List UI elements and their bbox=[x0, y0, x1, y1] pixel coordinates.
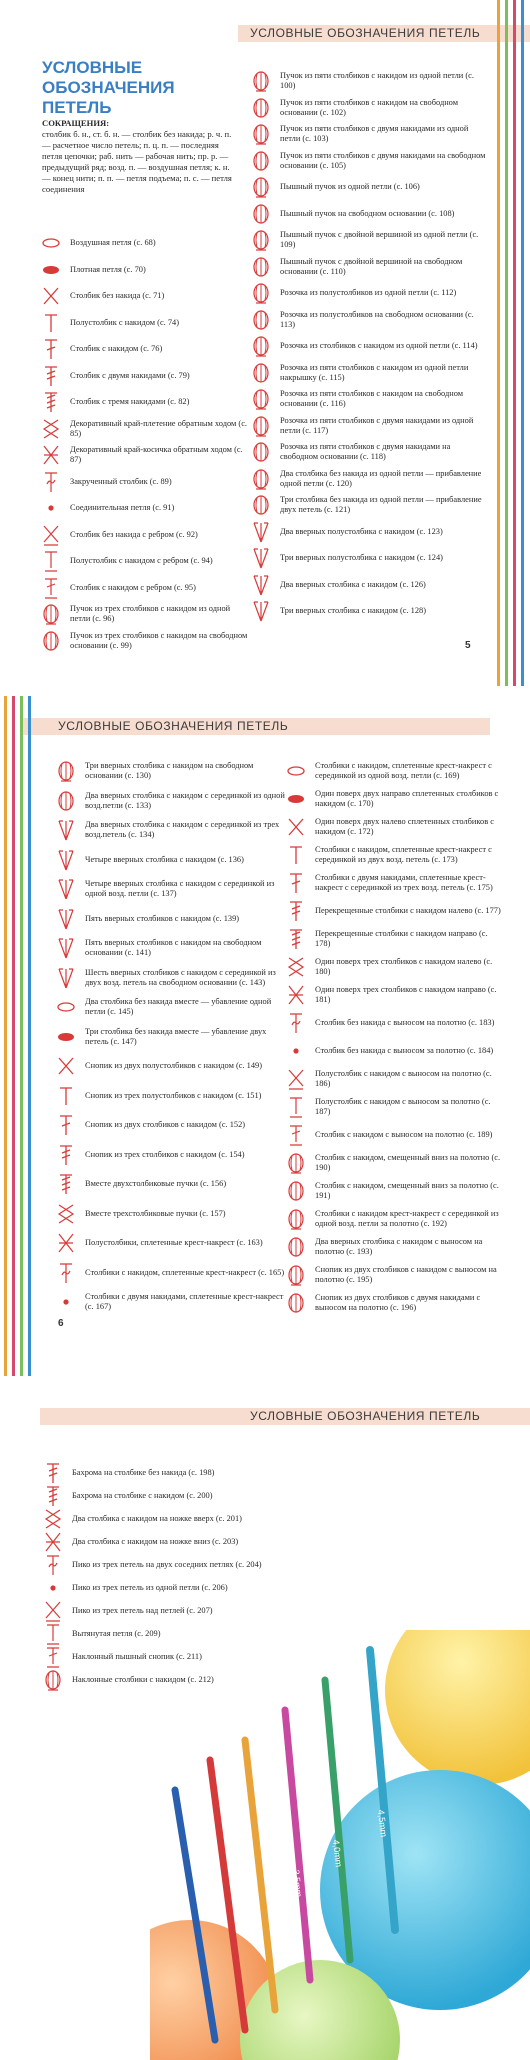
stitch-label: Три вверных столбика с накидом на свободном основании (с. 130) bbox=[85, 761, 254, 780]
legend-row bbox=[55, 758, 288, 784]
stitch-symbol-icon bbox=[250, 466, 272, 492]
stitch-symbol-icon bbox=[55, 758, 77, 784]
legend-row bbox=[55, 965, 288, 991]
stitch-symbol-icon bbox=[285, 1150, 307, 1176]
legend-row bbox=[55, 1289, 288, 1315]
stitch-label: Полустолбик с накидом с выносом на полотно (с. 186) bbox=[315, 1069, 492, 1088]
stitch-label: Полустолбик с накидом с выносом за полотно (с. 187) bbox=[315, 1097, 491, 1116]
stitch-label: Два столбика без накида вместе — убавление одной петли (с. 145) bbox=[85, 997, 272, 1016]
stitch-label: Столбик с тремя накидами (с. 82) bbox=[70, 397, 190, 406]
stitch-label: Три столбика без накида из одной петли — прибавление двух петель (с. 121) bbox=[280, 495, 482, 514]
stitch-symbol-icon bbox=[250, 68, 272, 94]
stitch-symbol-icon bbox=[250, 121, 272, 147]
stitch-label: Пучок из пяти столбиков с накидом на свободном основании (с. 102) bbox=[280, 97, 459, 117]
stitch-symbol-icon bbox=[40, 442, 62, 468]
legend-row bbox=[285, 1066, 503, 1092]
stitch-symbol-icon bbox=[250, 254, 272, 280]
page-5 bbox=[0, 0, 530, 690]
stitch-label: Три столбика без накида вместе — убавление двух петель (с. 147) bbox=[85, 1026, 267, 1046]
stitch-label: Вместе двухстолбиковые пучки (с. 156) bbox=[85, 1179, 227, 1188]
legend-row bbox=[250, 254, 488, 280]
page-number: 6 bbox=[58, 1318, 64, 1329]
legend-row bbox=[250, 598, 488, 624]
stitch-label: Розочка из полустолбиков на свободном основании (с. 113) bbox=[280, 309, 474, 329]
stitch-symbol-icon bbox=[55, 1201, 77, 1227]
stitch-symbol-icon bbox=[250, 386, 272, 412]
stitch-label: Столбик с накидом (с. 76) bbox=[70, 344, 163, 353]
stitch-label: Столбик с накидом с ребром (с. 95) bbox=[70, 582, 196, 592]
stitch-label: Розочка из полустолбиков из одной петли (с. 112) bbox=[280, 288, 457, 297]
stitch-symbol-icon bbox=[40, 628, 62, 654]
stitch-symbol-icon bbox=[40, 495, 62, 521]
stitch-symbol-icon bbox=[40, 336, 62, 362]
stitch-label: Четыре вверных столбика с накидом (с. 136) bbox=[85, 854, 244, 864]
stitch-label: Столбики с накидом, сплетенные крест-накрест с серединкой из двух возд. петель (с. 173) bbox=[315, 845, 492, 864]
legend-row bbox=[250, 201, 488, 227]
stitch-label: Наклонные столбики с накидом (с. 212) bbox=[72, 1675, 214, 1684]
stitch-symbol-icon bbox=[250, 598, 272, 624]
stitch-symbol-icon bbox=[250, 572, 272, 598]
stitch-symbol-icon bbox=[250, 333, 272, 359]
stitch-symbol-icon bbox=[55, 1260, 77, 1286]
legend-row bbox=[250, 466, 488, 492]
hook-label: 4,0mm bbox=[331, 1839, 344, 1868]
stitch-label: Три вверных полустолбика с накидом (с. 124) bbox=[280, 553, 443, 562]
legend-row bbox=[55, 1053, 288, 1079]
stitch-label: Вытянутая петля (с. 209) bbox=[72, 1629, 161, 1638]
stitch-symbol-icon bbox=[40, 522, 62, 548]
legend-row bbox=[55, 788, 288, 814]
legend-row bbox=[250, 519, 488, 545]
stitch-label: Два вверных столбика с накидом с выносом на полотно (с. 193) bbox=[315, 1237, 483, 1256]
stitch-symbol-icon bbox=[285, 842, 307, 868]
legend-row bbox=[55, 876, 288, 902]
stitch-label: Пышный пучок из одной петли (с. 106) bbox=[280, 182, 420, 191]
stitch-symbol-icon bbox=[285, 814, 307, 840]
legend-row bbox=[40, 575, 248, 601]
stitch-symbol-icon bbox=[285, 1066, 307, 1092]
legend-row bbox=[250, 121, 488, 147]
stitch-symbol-icon bbox=[55, 847, 77, 873]
legend-row bbox=[40, 257, 248, 283]
legend-row bbox=[55, 1142, 288, 1168]
legend-row bbox=[55, 935, 288, 961]
legend-row bbox=[285, 982, 503, 1008]
legend-row bbox=[285, 786, 503, 812]
legend-row bbox=[250, 386, 488, 412]
legend-row bbox=[55, 817, 288, 843]
legend-row bbox=[285, 1206, 503, 1232]
legend-row bbox=[285, 954, 503, 980]
legend-row bbox=[285, 1290, 503, 1316]
stitch-symbol-icon bbox=[40, 230, 62, 256]
stitch-label: Столбики с накидом, сплетенные крест-накрест с серединкой из одной возд. петли (с. 169) bbox=[315, 761, 492, 780]
stitch-label: Столбики с двумя накидами, сплетенные крест-накрест с серединкой из трех возд. петель (с. 175) bbox=[315, 873, 493, 892]
page-banner bbox=[40, 1408, 530, 1425]
stitch-symbol-icon bbox=[285, 870, 307, 896]
stitch-symbol-icon bbox=[40, 283, 62, 309]
stitch-label: Полустолбик с накидом (с. 74) bbox=[70, 317, 180, 327]
page-banner bbox=[238, 25, 530, 42]
legend-row bbox=[250, 572, 488, 598]
stitch-symbol-icon bbox=[250, 201, 272, 227]
legend-row bbox=[285, 1010, 503, 1036]
legend-row bbox=[250, 148, 488, 174]
stitch-symbol-icon bbox=[55, 1142, 77, 1168]
stitch-symbol-icon bbox=[40, 469, 62, 495]
legend-row bbox=[40, 548, 248, 574]
stitch-label: Столбики с накидом, сплетенные крест-накрест (с. 165) bbox=[85, 1267, 285, 1277]
legend-row bbox=[250, 227, 488, 253]
stitch-symbol-icon bbox=[250, 227, 272, 253]
page-7 bbox=[0, 1380, 530, 2060]
legend-row bbox=[55, 1112, 288, 1138]
stitch-symbol-icon bbox=[40, 310, 62, 336]
stitch-symbol-icon bbox=[55, 817, 77, 843]
page-banner bbox=[20, 718, 490, 735]
stitch-symbol-icon bbox=[285, 758, 307, 784]
stitch-label: Столбик без накида с ребром (с. 92) bbox=[70, 529, 198, 539]
stitch-label: Два вверных полустолбика с накидом (с. 123) bbox=[280, 526, 443, 536]
legend-row bbox=[285, 814, 503, 840]
stitch-symbol-icon bbox=[285, 898, 307, 924]
stitch-label: Соединительная петля (с. 91) bbox=[70, 503, 175, 512]
stitch-label: Воздушная петля (с. 68) bbox=[70, 238, 156, 247]
stitch-label: Розочка из пяти столбиков с двумя накидами на свободном основании (с. 118) bbox=[280, 442, 451, 461]
stitch-label: Два вверных столбика с накидом с серединкой из трех возд.петель (с. 134) bbox=[85, 820, 280, 839]
page-number: 5 bbox=[465, 640, 471, 651]
stitch-symbol-icon bbox=[285, 1038, 307, 1064]
stitch-symbol-icon bbox=[40, 548, 62, 574]
stitch-label: Пучок из трех столбиков с накидом из одной петли (с. 96) bbox=[70, 604, 231, 623]
stitch-label: Два столбика с накидом на ножке вверх (с. 201) bbox=[72, 1514, 242, 1523]
hook-label: 3,5mm bbox=[291, 1869, 304, 1898]
stitch-label: Снопик из трех полустолбиков с накидом (с. 151) bbox=[85, 1090, 262, 1100]
stitch-label: Три вверных столбика с накидом (с. 128) bbox=[280, 606, 427, 615]
stitch-label: Бахрома на столбике с накидом (с. 200) bbox=[72, 1491, 213, 1500]
stitch-symbol-icon bbox=[250, 148, 272, 174]
legend-row bbox=[40, 310, 248, 336]
stitch-label: Снопик из двух столбиков с накидом (с. 152) bbox=[85, 1120, 246, 1129]
legend-row bbox=[40, 601, 248, 627]
stitch-label: Два вверных столбика с накидом (с. 126) bbox=[280, 579, 426, 589]
legend-row bbox=[285, 870, 503, 896]
legend-row bbox=[250, 307, 488, 333]
stitch-label: Шесть вверных столбиков с накидом с серединкой из двух возд. петель на свободном основании (с. 143) bbox=[85, 967, 276, 987]
stitch-symbol-icon bbox=[55, 1171, 77, 1197]
stitch-symbol-icon bbox=[42, 1667, 64, 1693]
legend-row bbox=[40, 389, 248, 415]
stitch-symbol-icon bbox=[285, 926, 307, 952]
stitch-label: Столбик с двумя накидами (с. 79) bbox=[70, 370, 190, 380]
stitch-label: Пять вверных столбиков с накидом (с. 139) bbox=[85, 913, 240, 923]
stitch-label: Снопик из трех столбиков с накидом (с. 154) bbox=[85, 1149, 245, 1159]
banner-title: УСЛОВНЫЕ ОБОЗНАЧЕНИЯ ПЕТЕЛЬ bbox=[58, 719, 289, 733]
legend-row bbox=[250, 439, 488, 465]
legend-row bbox=[285, 1150, 503, 1176]
stitch-symbol-icon bbox=[285, 1010, 307, 1036]
legend-row bbox=[40, 495, 248, 521]
stitch-label: Пышный пучок с двойной вершиной из одной петли (с. 109) bbox=[280, 230, 479, 249]
stitch-label: Два столбика с накидом на ножке вниз (с. 203) bbox=[72, 1537, 239, 1546]
stitch-label: Полустолбик с накидом с ребром (с. 94) bbox=[70, 556, 213, 565]
legend-row bbox=[55, 1024, 288, 1050]
legend-row bbox=[285, 1122, 503, 1148]
legend-row bbox=[250, 280, 488, 306]
page-separator bbox=[0, 686, 530, 696]
stitch-label: Пять вверных столбиков с накидом на свободном основании (с. 141) bbox=[85, 938, 262, 957]
stitch-label: Один поверх двух направо сплетенных столбиков с накидом (с. 170) bbox=[315, 789, 499, 808]
legend-row bbox=[250, 492, 488, 518]
stitch-label: Пышный пучок с двойной вершиной на свободном основании (с. 110) bbox=[280, 256, 463, 276]
stitch-symbol-icon bbox=[55, 1024, 77, 1050]
legend-row bbox=[55, 1083, 288, 1109]
stitch-label: Столбик без накида с выносом на полотно (с. 183) bbox=[315, 1018, 495, 1027]
stitch-label: Два столбика без накида из одной петли — прибавление одной петли (с. 120) bbox=[280, 468, 482, 488]
legend-row bbox=[285, 926, 503, 952]
abbreviations-heading: СОКРАЩЕНИЯ: bbox=[42, 118, 110, 128]
stitch-label: Снопик из двух полустолбиков с накидом (с. 149) bbox=[85, 1061, 263, 1070]
stitch-symbol-icon bbox=[285, 1178, 307, 1204]
legend-row bbox=[40, 522, 248, 548]
stitch-symbol-icon bbox=[250, 439, 272, 465]
stitch-symbol-icon bbox=[285, 1206, 307, 1232]
stitch-label: Перекрещенные столбики с накидом направо (с. 178) bbox=[315, 929, 488, 948]
abbreviations-text: столбик б. н., ст. б. н. — столбик без накида; р. ч. п. — расчетное число петель; п. ц. п. — последняя петля цепочки; раб. нить — рабочая нить; пр. р. — предыдущий ряд; возд. п. — воздушная петля; к. н. — конец нити; п. п. — петля подъема; п. с. — петля соединения bbox=[42, 129, 232, 194]
banner-title: УСЛОВНЫЕ ОБОЗНАЧЕНИЯ ПЕТЕЛЬ bbox=[250, 26, 481, 40]
legend-row bbox=[40, 469, 248, 495]
page-6 bbox=[0, 690, 530, 1380]
stitch-label: Столбик без накида (с. 71) bbox=[70, 291, 165, 300]
legend-row bbox=[250, 360, 488, 386]
legend-row bbox=[55, 1201, 288, 1227]
stitch-symbol-icon bbox=[55, 965, 77, 991]
stitch-symbol-icon bbox=[285, 1262, 307, 1288]
hook-label: 4,5mm bbox=[376, 1809, 389, 1838]
stitch-label: Столбик с накидом, смещенный вниз на полотно (с. 190) bbox=[315, 1153, 501, 1172]
legend-row bbox=[40, 283, 248, 309]
stitch-symbol-icon bbox=[40, 601, 62, 627]
stitch-label: Пучок из трех столбиков с накидом на свободном основании (с. 99) bbox=[70, 630, 248, 650]
legend-row bbox=[285, 1038, 503, 1064]
yarn-and-hooks-photo bbox=[150, 1630, 530, 2060]
legend-row bbox=[285, 842, 503, 868]
stitch-label: Закрученный столбик (с. 89) bbox=[70, 476, 172, 486]
stitch-label: Пучок из пяти столбиков с двумя накидами из одной петли (с. 103) bbox=[280, 124, 469, 143]
stitch-label: Пико из трех петель над петлей (с. 207) bbox=[72, 1606, 213, 1615]
legend-row bbox=[40, 230, 248, 256]
legend-row bbox=[285, 1178, 503, 1204]
legend-row bbox=[250, 333, 488, 359]
legend-row bbox=[55, 906, 288, 932]
stitch-symbol-icon bbox=[40, 257, 62, 283]
legend-row bbox=[250, 545, 488, 571]
page-separator bbox=[0, 1376, 530, 1386]
stitch-label: Один поверх трех столбиков с накидом направо (с. 181) bbox=[315, 985, 497, 1004]
stitch-symbol-icon bbox=[250, 492, 272, 518]
stitch-label: Снопик из двух столбиков с двумя накидами с выносом на полотно (с. 196) bbox=[315, 1293, 481, 1312]
stitch-symbol-icon bbox=[55, 788, 77, 814]
stitch-label: Наклонный пышный снопик (с. 211) bbox=[72, 1652, 202, 1661]
stitch-symbol-icon bbox=[285, 786, 307, 812]
legend-row bbox=[55, 1260, 288, 1286]
stitch-label: Снопик из двух столбиков с накидом с выносом на полотно (с. 195) bbox=[315, 1265, 497, 1284]
stitch-symbol-icon bbox=[285, 1122, 307, 1148]
legend-row bbox=[55, 1230, 288, 1256]
stitch-label: Бахрома на столбике без накида (с. 198) bbox=[72, 1468, 215, 1477]
stitch-symbol-icon bbox=[40, 363, 62, 389]
legend-row bbox=[250, 174, 488, 200]
stitch-symbol-icon bbox=[55, 935, 77, 961]
stitch-label: Столбик без накида с выносом за полотно (с. 184) bbox=[315, 1046, 494, 1055]
stitch-label: Один поверх двух налево сплетенных столбиков с накидом (с. 172) bbox=[315, 817, 494, 836]
stitch-label: Розочка из пяти столбиков с двумя накидами из одной петли (с. 117) bbox=[280, 415, 474, 435]
stitch-label: Декоративный край-плетение обратным ходом (с. 85) bbox=[70, 418, 248, 438]
stitch-symbol-icon bbox=[250, 413, 272, 439]
stitch-label: Столбики с накидом крест-накрест с серединкой из одной возд. петли за полотно (с. 192) bbox=[315, 1209, 499, 1228]
stitch-symbol-icon bbox=[250, 174, 272, 200]
stitch-symbol-icon bbox=[250, 360, 272, 386]
stitch-symbol-icon bbox=[55, 1289, 77, 1315]
stitch-label: Столбики с двумя накидами, сплетенные крест-накрест (с. 167) bbox=[85, 1292, 284, 1311]
stitch-label: Полустолбики, сплетенные крест-накрест (с. 163) bbox=[85, 1238, 263, 1247]
legend-row bbox=[285, 1262, 503, 1288]
legend-row bbox=[40, 363, 248, 389]
legend-row bbox=[285, 898, 503, 924]
banner-title: УСЛОВНЫЕ ОБОЗНАЧЕНИЯ ПЕТЕЛЬ bbox=[250, 1409, 481, 1423]
stitch-label: Один поверх трех столбиков с накидом налево (с. 180) bbox=[315, 957, 493, 976]
stitch-label: Перекрещенные столбики с накидом налево (с. 177) bbox=[315, 906, 501, 915]
stitch-symbol-icon bbox=[250, 307, 272, 333]
stitch-symbol-icon bbox=[285, 1094, 307, 1120]
stitch-label: Два вверных столбика с накидом с серединкой из одной возд.петли (с. 133) bbox=[85, 790, 285, 810]
stitch-label: Пико из трех петель из одной петли (с. 206) bbox=[72, 1583, 228, 1592]
legend-row bbox=[55, 994, 288, 1020]
stitch-label: Вместе трехстолбиковые пучки (с. 157) bbox=[85, 1208, 226, 1218]
legend-row bbox=[40, 416, 248, 442]
stitch-label: Розочка из пяти столбиков с накидом на свободном основании (с. 116) bbox=[280, 389, 464, 408]
stitch-symbol-icon bbox=[55, 1053, 77, 1079]
stitch-symbol-icon bbox=[285, 1234, 307, 1260]
stitch-symbol-icon bbox=[250, 280, 272, 306]
legend-row bbox=[250, 68, 488, 94]
stitch-label: Пучок из пяти столбиков с двумя накидами на свободном основании (с. 105) bbox=[280, 150, 486, 170]
stitch-symbol-icon bbox=[55, 906, 77, 932]
stitch-symbol-icon bbox=[285, 954, 307, 980]
stitch-symbol-icon bbox=[40, 416, 62, 442]
stitch-label: Плотная петля (с. 70) bbox=[70, 264, 146, 274]
stitch-symbol-icon bbox=[55, 1083, 77, 1109]
legend-row bbox=[55, 847, 288, 873]
stitch-label: Розочка из столбиков с накидом из одной петли (с. 114) bbox=[280, 341, 478, 350]
legend-row bbox=[250, 413, 488, 439]
legend-row bbox=[285, 1094, 503, 1120]
stitch-symbol-icon bbox=[55, 1112, 77, 1138]
stitch-symbol-icon bbox=[40, 575, 62, 601]
abbreviations bbox=[42, 118, 240, 195]
legend-row bbox=[285, 1234, 503, 1260]
legend-row bbox=[40, 336, 248, 362]
stitch-symbol-icon bbox=[285, 1290, 307, 1316]
stitch-label: Столбик с накидом с выносом на полотно (с. 189) bbox=[315, 1130, 493, 1139]
stitch-label: Четыре вверных столбика с накидом с серединкой из одной возд. петли (с. 137) bbox=[85, 879, 275, 898]
stitch-label: Розочка из пяти столбиков с накидом из одной петли накрышку (с. 115) bbox=[280, 362, 469, 382]
stitch-label: Пышный пучок на свободном основании (с. 108) bbox=[280, 208, 455, 218]
stitch-symbol-icon bbox=[285, 982, 307, 1008]
stitch-symbol-icon bbox=[55, 994, 77, 1020]
stitch-symbol-icon bbox=[250, 95, 272, 121]
stitch-label: Декоративный край-косичка обратным ходом (с. 87) bbox=[70, 445, 243, 464]
legend-row bbox=[250, 95, 488, 121]
legend-row bbox=[40, 628, 248, 654]
legend-row bbox=[55, 1171, 288, 1197]
stitch-symbol-icon bbox=[250, 545, 272, 571]
stitch-label: Пико из трех петель на двух соседних петлях (с. 204) bbox=[72, 1560, 262, 1569]
stitch-label: Столбик с накидом, смещенный вниз за полотно (с. 191) bbox=[315, 1181, 499, 1200]
stitch-symbol-icon bbox=[55, 876, 77, 902]
legend-row bbox=[40, 442, 248, 468]
stitch-symbol-icon bbox=[250, 519, 272, 545]
stitch-symbol-icon bbox=[40, 389, 62, 415]
stitch-label: Пучок из пяти столбиков с накидом из одной петли (с. 100) bbox=[280, 71, 474, 90]
page-title: УСЛОВНЫЕ ОБОЗНАЧЕНИЯ ПЕТЕЛЬ bbox=[42, 58, 175, 117]
legend-row bbox=[285, 758, 503, 784]
stitch-symbol-icon bbox=[55, 1230, 77, 1256]
